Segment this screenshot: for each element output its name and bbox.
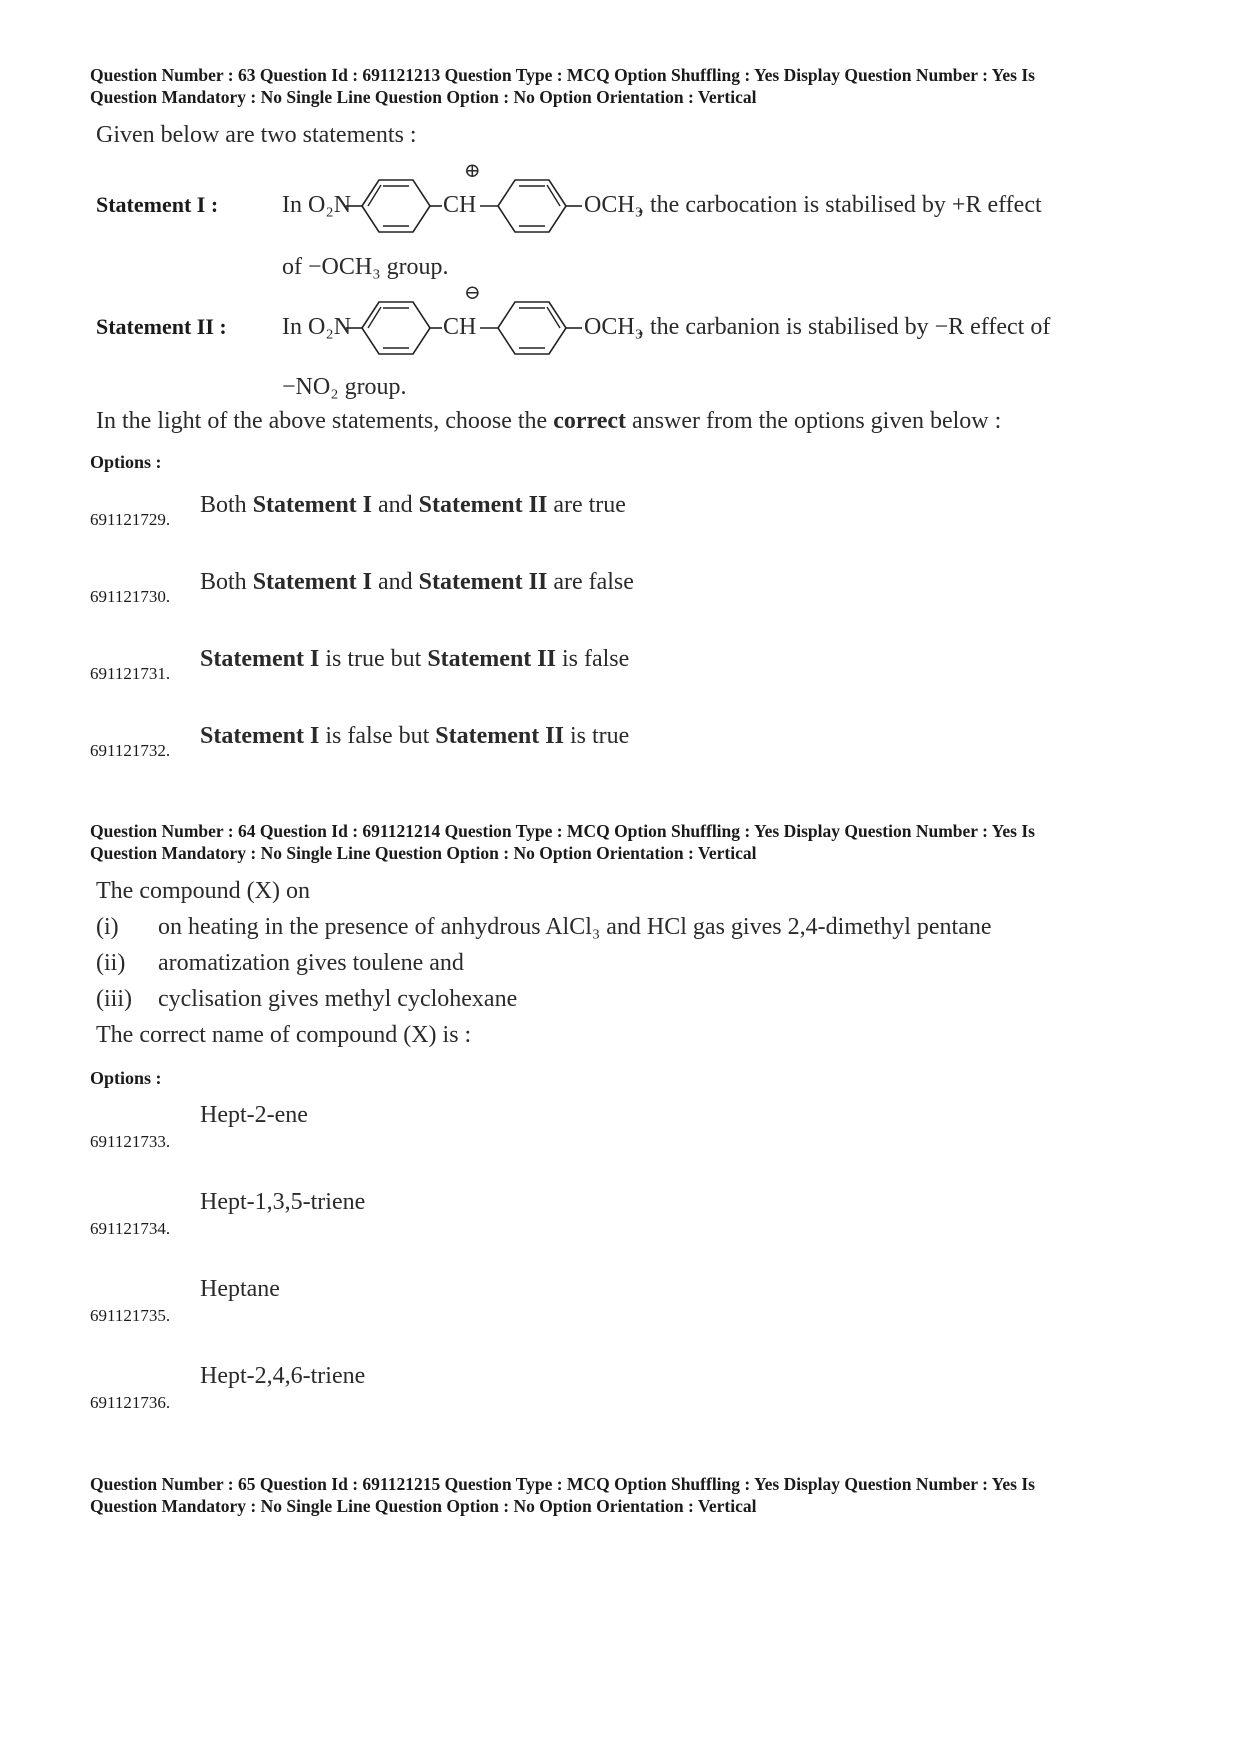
statement1-prefix: In O₂N — [282, 192, 352, 218]
positive-charge-icon: ⊕ — [464, 160, 481, 182]
q64-question: The correct name of compound (X) is : — [96, 1022, 472, 1048]
statement2-structure — [282, 282, 1182, 360]
q65-meta-line2: Question Mandatory : No Single Line Question Option : No Option Orientation : Vertical — [90, 1496, 757, 1516]
q64-option-1[interactable]: Hept-2-ene — [200, 1102, 308, 1128]
q65-metadata — [90, 1473, 1170, 1517]
q63-option-1[interactable]: Both Statement I and Statement II are true — [200, 492, 626, 518]
negative-charge-icon: ⊖ — [464, 282, 481, 304]
benzene-ring-2 — [498, 180, 566, 232]
q63-metadata — [90, 64, 1170, 108]
statement2-prefix: In O₂N — [282, 314, 352, 340]
q63-prompt — [96, 408, 1001, 435]
statement1-center: CH — [443, 192, 477, 218]
q64-option-1-id: 691121733. — [90, 1132, 171, 1151]
q63-prompt-post: answer from the options given below : — [626, 408, 1002, 434]
q63-intro: Given below are two statements : — [96, 122, 417, 148]
q63-option-2[interactable]: Both Statement I and Statement II are false — [200, 569, 634, 595]
q63-option-1-id: 691121729. — [90, 510, 171, 529]
q64-intro: The compound (X) on — [96, 878, 310, 904]
q64-metadata — [90, 820, 1170, 864]
statement1-continuation: of −OCH₃ group. — [282, 254, 449, 280]
q63-options-label: Options : — [90, 452, 162, 472]
statement2-tail: , the carbanion is stabilised by −R effect of — [638, 314, 1051, 340]
q63-option-2-id: 691121730. — [90, 587, 171, 606]
q64-meta-line1: Question Number : 64 Question Id : 691121214 Question Type : MCQ Option Shuffling : Yes Display Question Number : Yes Is — [90, 821, 1035, 841]
q64-meta-line2: Question Mandatory : No Single Line Question Option : No Option Orientation : Vertical — [90, 843, 757, 863]
q65-meta-line1: Question Number : 65 Question Id : 691121215 Question Type : MCQ Option Shuffling : Yes Display Question Number : Yes Is — [90, 1474, 1035, 1494]
q64-item-1-text: on heating in the presence of anhydrous AlCl₃ and HCl gas gives 2,4-dimethyl pentane — [158, 914, 992, 940]
q64-option-2[interactable]: Hept-1,3,5-triene — [200, 1189, 366, 1215]
q64-option-2-id: 691121734. — [90, 1219, 171, 1238]
benzene-ring-2 — [498, 302, 566, 354]
q64-item-3-text: cyclisation gives methyl cyclohexane — [158, 986, 518, 1012]
statement1-label: Statement I : — [96, 192, 219, 217]
q64-option-3-id: 691121735. — [90, 1306, 171, 1325]
q63-option-3-id: 691121731. — [90, 664, 171, 683]
q64-item-2-num: (ii) — [96, 950, 126, 976]
statement2-center: CH — [443, 314, 477, 340]
q64-option-4-id: 691121736. — [90, 1393, 171, 1412]
q63-option-3[interactable]: Statement I is true but Statement II is false — [200, 646, 630, 672]
q63-meta-line2: Question Mandatory : No Single Line Question Option : No Option Orientation : Vertical — [90, 87, 757, 107]
q63-meta-line1: Question Number : 63 Question Id : 691121213 Question Type : MCQ Option Shuffling : Yes Display Question Number : Yes Is — [90, 65, 1035, 85]
q64-option-4[interactable]: Hept-2,4,6-triene — [200, 1363, 366, 1389]
benzene-ring-1 — [362, 302, 430, 354]
q64-options-label: Options : — [90, 1068, 162, 1088]
q63-prompt-bold: correct — [553, 408, 627, 434]
q64-item-3-num: (iii) — [96, 986, 132, 1012]
statement2-continuation: −NO₂ group. — [282, 374, 407, 400]
statement1-structure — [282, 160, 1182, 238]
statement2-label: Statement II : — [96, 314, 227, 339]
benzene-ring-1 — [362, 180, 430, 232]
q63-option-4-id: 691121732. — [90, 741, 171, 760]
q63-prompt-pre: In the light of the above statements, choose the — [96, 408, 554, 434]
statement2-suffix: OCH₃ — [584, 314, 644, 340]
statement1-suffix: OCH₃ — [584, 192, 644, 218]
q63-option-4[interactable]: Statement I is false but Statement II is true — [200, 723, 630, 749]
statement1-tail: , the carbocation is stabilised by +R effect — [638, 192, 1042, 218]
q64-item-1-num: (i) — [96, 914, 119, 940]
q64-item-2-text: aromatization gives toulene and — [158, 950, 464, 976]
q64-option-3[interactable]: Heptane — [200, 1276, 280, 1302]
